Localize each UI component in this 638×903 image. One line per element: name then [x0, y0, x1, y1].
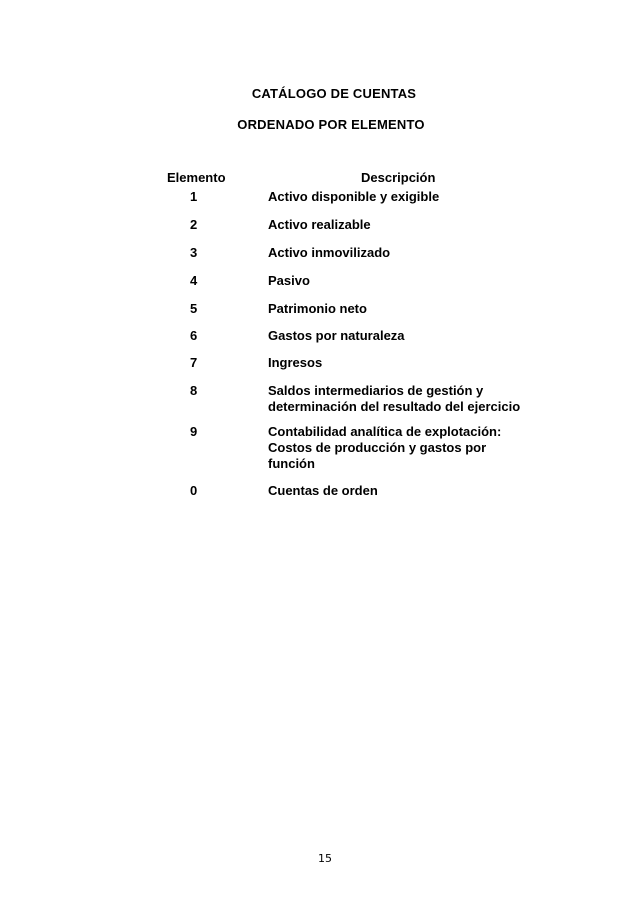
row-description: Ingresos	[268, 355, 323, 370]
row-number: 6	[190, 328, 198, 343]
row-number: 2	[190, 217, 198, 232]
row-number: 8	[190, 383, 198, 398]
row-description: Cuentas de orden	[268, 483, 378, 498]
row-description: Pasivo	[268, 273, 310, 288]
row-description: Activo realizable	[268, 217, 371, 232]
column-header-elemento: Elemento	[167, 170, 226, 185]
document-subtitle: ORDENADO POR ELEMENTO	[237, 117, 425, 132]
row-description: Saldos intermediarios de gestión y determinación del resultado del ejercicio	[268, 383, 521, 414]
column-header-descripcion: Descripción	[361, 170, 436, 185]
row-number: 5	[190, 301, 198, 316]
page-number: 15	[318, 852, 332, 865]
row-description: Activo disponible y exigible	[268, 189, 440, 204]
row-description: Gastos por naturaleza	[268, 328, 405, 343]
row-number: 4	[190, 273, 198, 288]
row-description: Activo inmovilizado	[268, 245, 391, 260]
document-title: CATÁLOGO DE CUENTAS	[251, 86, 417, 101]
row-number: 7	[190, 355, 198, 370]
row-description: Contabilidad analítica de explotación: Costos de producción y gastos por función	[268, 424, 502, 471]
row-number: 1	[190, 189, 198, 204]
row-description: Patrimonio neto	[268, 301, 367, 316]
row-number: 0	[190, 483, 198, 498]
row-number: 9	[190, 424, 198, 439]
row-number: 3	[190, 245, 198, 260]
